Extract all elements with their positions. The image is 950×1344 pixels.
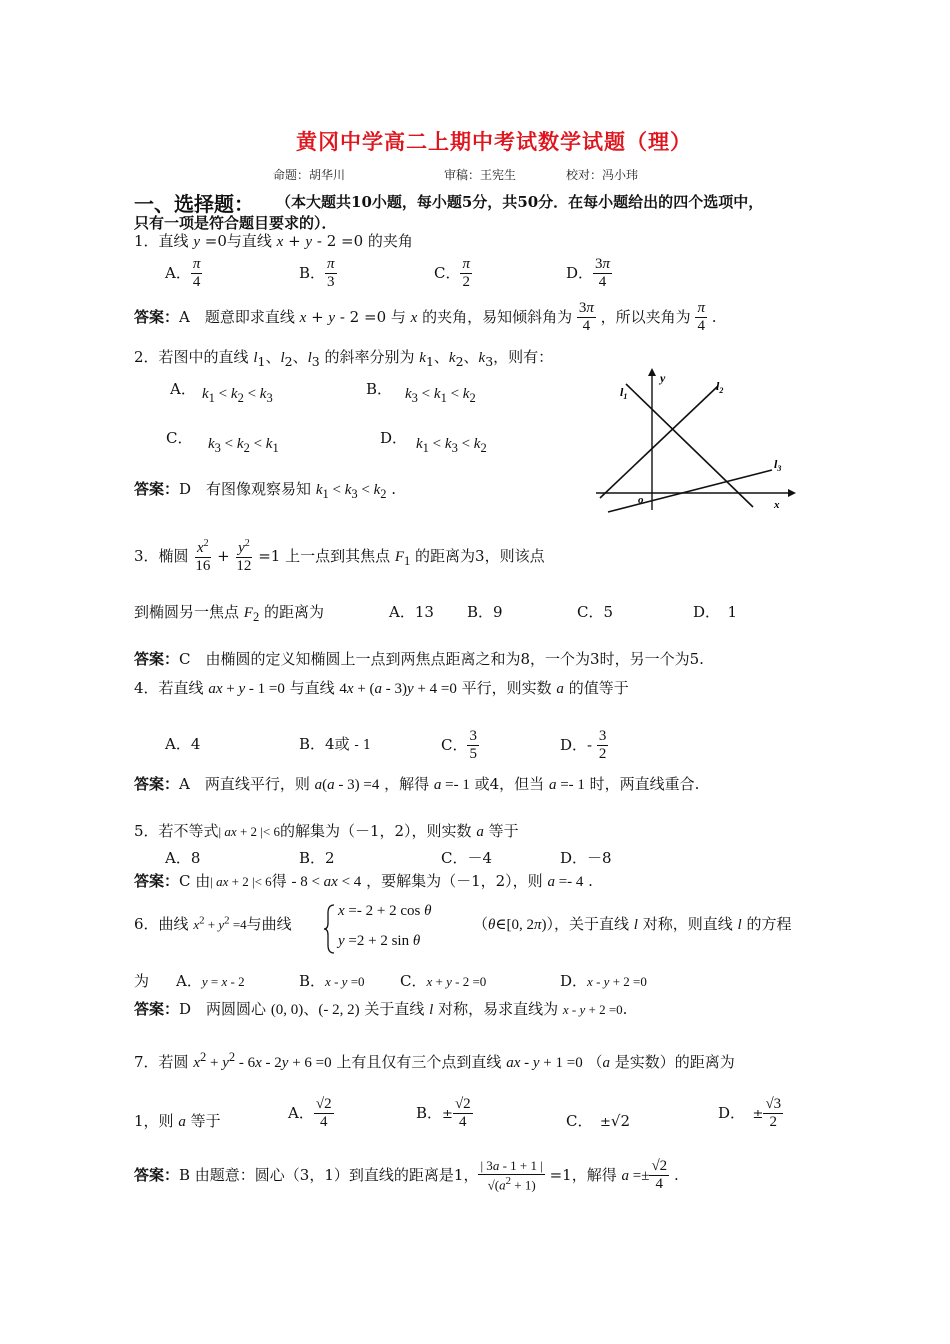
q4-option-b: B．4或 - 1 [299,735,372,753]
q2-option-b-expr: $k_3 < k_1 < k_2$ [405,386,476,405]
q3-stem-a: 3．椭圆 $\frac{x^2}{16}$ + $\frac{y^2}{12}$ =1 上一点到其焦点 $F_1$ 的距离为3，则该点 [134,538,545,575]
q6-system-brace [322,903,336,955]
q2-option-d: D． [380,429,408,447]
label-y: y [660,371,666,385]
x-axis-arrow-icon [788,489,796,497]
label-x: x [774,499,780,511]
credit-proof: 校对：冯小玮 [566,168,639,182]
q6-stem-b: 为 [134,972,150,990]
q2-option-a: A． [170,380,196,398]
label-l2: $l_2$ [716,379,724,395]
q7-option-a: A． $\frac{√2}{4}$ [288,1096,332,1131]
q2-line-figure [590,360,800,520]
q3-option-a: A．13 [389,603,434,621]
q3-answer: 答案：C 由椭圆的定义知椭圆上一点到两焦点距离之和为8，一个为3时，另一个为5. [134,650,704,668]
q1-answer: 答案：A 题意即求直线 x + y - 2 =0 与 x 的夹角，易知倾斜角为 $\frac{3\pi}{4}$ ，所以夹角为 $\frac{\pi}{4}$ . [134,300,717,335]
q6-eq-y: y =2 + 2 sin θ [338,933,421,949]
q6-option-a: A．y = x - 2 [176,972,245,990]
q3-option-b: B．9 [467,603,503,621]
answer-label: 答案： [134,307,180,326]
section-heading: 一、选择题： [134,192,254,216]
q5-option-a: A．8 [165,849,201,867]
label-l1: $l_1$ [620,385,628,401]
q1-stem: 1．直线 y =0与直线 x + y - 2 =0 的夹角 [134,232,413,250]
credit-author: 命题：胡华川 [273,168,346,182]
q4-option-d: D．- $\frac{3}{2}$ [560,728,607,763]
q2-option-a-expr: $k_1 < k_2 < k_3$ [202,386,273,405]
q2-option-c: C． [166,429,193,447]
q6-option-c: C．x + y - 2 =0 [400,972,487,990]
page-title: 黄冈中学高二上期中考试数学试题（理） [296,129,692,154]
q5-option-c: C．－4 [441,849,493,867]
q7-stem: 7．若圆 $x^2 + y^2 - 6x - 2y + 6 =0$ 上有且仅有三个点到直线 ax - y + 1 =0 （a 是实数）的距离为 [134,1050,735,1071]
q7-option-d: D． ± $\frac{√3}{2}$ [718,1096,782,1131]
q5-answer: 答案：C 由| ax + 2 |< 6得 - 8 < ax < 4 ，要解集为（－1，2），则 a =- 4 . [134,872,593,890]
q4-stem: 4．若直线 ax + y - 1 =0 与直线 4x + (a - 3)y + 4 =0 平行，则实数 a 的值等于 [134,679,629,697]
q2-stem: 2．若图中的直线 $l_1$、$l_2$、$l_3$ 的斜率分别为 $k_1$、$k_2$、$k_3$，则有： [134,348,554,369]
label-l3: $l_3$ [774,457,782,473]
line-l2 [600,386,718,498]
q7-answer: 答案：B 由题意：圆心（3，1）到直线的距离是1， $\frac{| 3a - 1 + 1 |}{√(a^2 + 1)}$ =1，解得 a =± $\frac{√2}{4}$ . [134,1157,679,1193]
q2-option-c-expr: $k_3 < k_2 < k_1$ [208,436,279,455]
q1-option-b: B． $\frac{\pi}{3}$ [299,256,335,291]
q7-option-b: B．± $\frac{√2}{4}$ [416,1096,471,1131]
q1-option-c: C． $\frac{\pi}{2}$ [434,256,470,291]
q5-option-b: B．2 [299,849,335,867]
section-note-2: 只有一项是符合题目要求的）． [134,214,337,232]
q5-option-d: D．－8 [560,849,612,867]
q4-answer: 答案：A 两直线平行，则 a(a - 3) =4 ，解得 a =- 1 或4，但当 a =- 1 时，两直线重合. [134,775,700,793]
q6-option-d: D．x - y + 2 =0 [560,972,647,990]
q5-stem: 5．若不等式| ax + 2 |< 6的解集为（－1，2），则实数 a 等于 [134,822,519,840]
q2-option-b: B． [366,380,393,398]
q6-option-b: B．x - y =0 [299,972,365,990]
label-origin: o [638,494,644,506]
credit-reviewer: 审稿：王宪生 [444,168,517,182]
q6-stem-tail: （θ∈[0, 2π)），关于直线 l 对称，则直线 l 的方程 [473,915,792,933]
line-l3 [608,470,772,512]
q6-eq-x: x =- 2 + 2 cos θ [338,903,432,919]
q1-option-a: A． $\frac{\pi}{4}$ [165,256,201,291]
y-axis-arrow-icon [648,368,656,376]
q2-option-d-expr: $k_1 < k_3 < k_2$ [416,436,487,455]
q6-stem: 6．曲线 $x^2 + y^2 =4$与曲线 [134,914,292,933]
q3-option-d: D． 1 [693,603,738,621]
q1-option-d: D． $\frac{3\pi}{4}$ [566,256,611,291]
q6-answer: 答案：D 两圆圆心 (0, 0)、(- 2, 2) 关于直线 l 对称，易求直线为 x - y + 2 =0. [134,1000,628,1018]
line-l1 [626,384,753,507]
q3-stem-b: 到椭圆另一焦点 $F_2$ 的距离为 [134,603,324,624]
q3-option-c: C．5 [577,603,614,621]
q7-option-c: C． ±√2 [566,1112,630,1130]
q4-option-a: A．4 [165,735,201,753]
section-note-1: （本大题共10小题，每小题5分，共50分．在每小题给出的四个选项中， [276,193,764,211]
q2-answer: 答案：D 有图像观察易知 $k_1 < k_3 < k_2$ . [134,480,397,501]
q7-stem-b: 1，则 a 等于 [134,1112,221,1130]
q4-option-c: C． $\frac{3}{5}$ [441,728,477,763]
